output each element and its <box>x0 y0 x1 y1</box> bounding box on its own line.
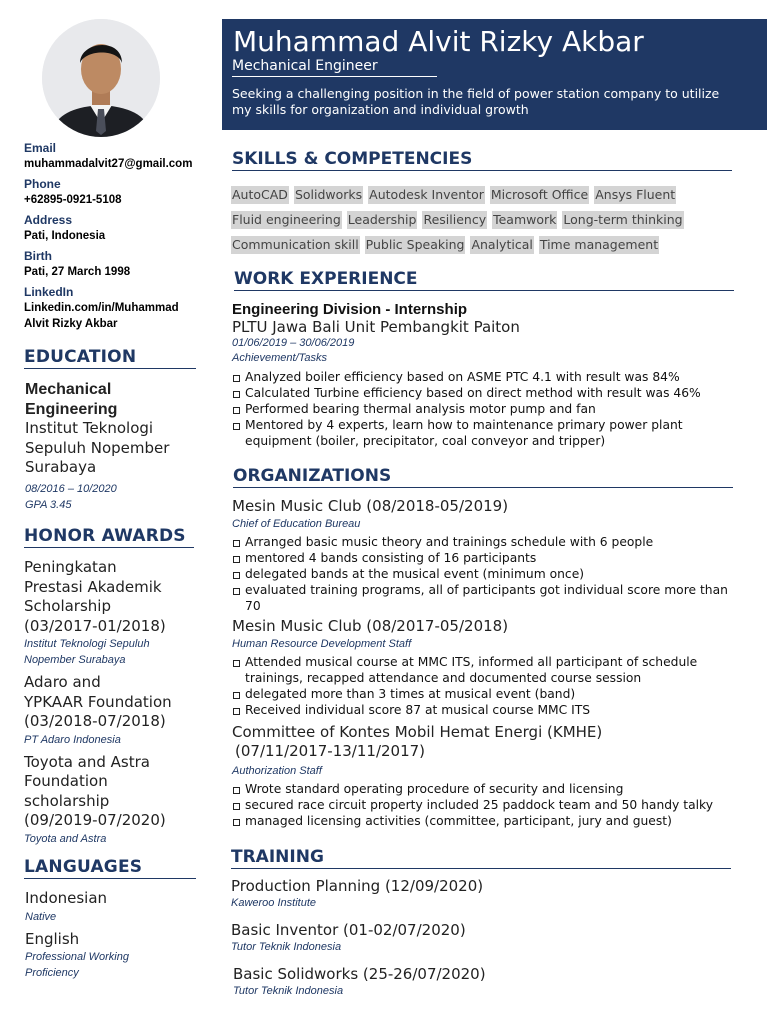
training-provider: Kaweroo Institute <box>231 897 316 909</box>
address-value: Pati, Indonesia <box>24 230 106 242</box>
honor-awards-heading: HONOR AWARDS <box>24 526 194 548</box>
honor-title-line: Foundation <box>24 772 108 790</box>
skill-chip: Time management <box>539 237 659 252</box>
organization-bullets <box>232 781 732 829</box>
honor-dates: (03/2018-07/2018) <box>24 712 166 730</box>
skill-chip: AutoCAD <box>232 187 288 202</box>
school-line-2: Sepuluh Nopember <box>25 438 170 457</box>
skills-row <box>231 184 741 209</box>
training-title: Production Planning (12/09/2020) <box>231 877 484 895</box>
organization-bullets <box>232 654 732 718</box>
degree-line-1: Mechanical <box>25 381 112 398</box>
training-title: Basic Solidworks (25-26/07/2020) <box>233 965 486 983</box>
linkedin-value-line-1[interactable]: Linkedin.com/in/Muhammad <box>24 302 179 314</box>
honor-title-line: Scholarship <box>24 597 111 615</box>
organization-title: Mesin Music Club (08/2018-05/2019) <box>232 497 509 515</box>
phone-value: +62895-0921-5108 <box>24 194 122 206</box>
honor-title-line: YPKAAR Foundation <box>24 692 172 711</box>
skill-chip: Ansys Fluent <box>595 187 676 202</box>
languages-heading: LANGUAGES <box>24 857 196 879</box>
list-item: mentored 4 bands consisting of 16 participants <box>232 550 732 566</box>
candidate-name: Muhammad Alvit Rizky Akbar <box>233 25 644 58</box>
skill-chip: Microsoft Office <box>490 187 589 202</box>
organizations-heading: ORGANIZATIONS <box>233 466 733 488</box>
organization-entry <box>232 723 737 829</box>
skill-chip: Solidworks <box>294 187 363 202</box>
list-item: Received individual score 87 at musical course MMC ITS <box>232 702 732 718</box>
organization-entry <box>232 617 737 718</box>
birth-value: Pati, 27 March 1998 <box>24 266 131 278</box>
skill-chip: Resiliency <box>423 212 487 227</box>
organization-role: Human Resource Development Staff <box>232 638 412 650</box>
skills-heading: SKILLS & COMPETENCIES <box>232 149 732 171</box>
linkedin-value-line-2[interactable]: Alvit Rizky Akbar <box>24 318 118 330</box>
organization-entry <box>232 497 737 614</box>
organizations-list <box>232 497 737 829</box>
honor-awards-list <box>24 558 214 847</box>
language-name: Indonesian <box>25 889 108 907</box>
language-name: English <box>25 929 80 948</box>
training-list <box>231 877 736 999</box>
honor-issuer: Toyota and Astra <box>24 832 107 845</box>
profile-photo <box>42 19 160 137</box>
email-value[interactable]: muhammadalvit27@gmail.com <box>24 158 193 170</box>
list-item: Attended musical course at MMC ITS, informed all participant of schedule trainings, recapped attendance and documented course session <box>232 654 732 686</box>
skills-row <box>231 234 741 259</box>
organization-bullets <box>232 534 732 614</box>
list-item: Performed bearing thermal analysis motor pump and fan <box>232 401 732 417</box>
school-line-1: Institut Teknologi <box>25 419 154 437</box>
languages-list <box>25 889 215 981</box>
honor-item <box>24 673 214 748</box>
education-block <box>25 380 215 513</box>
work-entry <box>232 301 737 449</box>
education-heading: EDUCATION <box>24 347 196 369</box>
job-company: PLTU Jawa Bali Unit Pembangkit Paiton <box>232 318 520 336</box>
training-provider: Tutor Teknik Indonesia <box>233 985 344 997</box>
skill-chip: Fluid engineering <box>232 212 341 227</box>
list-item: Arranged basic music theory and trainings schedule with 6 people <box>232 534 732 550</box>
job-bullets <box>232 369 732 449</box>
list-item: Calculated Turbine efficiency based on direct method with result was 46% <box>232 385 732 401</box>
list-item: delegated more than 3 times at musical event (band) <box>232 686 732 702</box>
organization-role: Authorization Staff <box>232 765 322 777</box>
honor-title-line: Adaro and <box>24 673 101 691</box>
career-summary: Seeking a challenging position in the field of power station company to utilize my skills for organization and individual growth <box>232 86 720 117</box>
degree-line-2: Engineering <box>25 400 118 418</box>
list-item: Mentored by 4 experts, learn how to maintenance primary power plant equipment (boiler, precipitator, coal conveyor and tripper) <box>232 417 732 449</box>
honor-issuer: Institut Teknologi Sepuluh <box>24 638 150 650</box>
education-gpa: GPA 3.45 <box>25 498 72 511</box>
language-level: Professional Working <box>25 951 129 963</box>
honor-title-line: Peningkatan <box>24 558 117 576</box>
organization-title: Committee of Kontes Mobil Hemat Energi (KMHE) <box>232 723 603 741</box>
training-title: Basic Inventor (01-02/07/2020) <box>231 921 466 939</box>
honor-issuer: PT Adaro Indonesia <box>24 733 121 746</box>
list-item: managed licensing activities (committee, participant, jury and guest) <box>232 813 732 829</box>
list-item: secured race circuit property included 25 paddock team and 50 handy talky <box>232 797 732 813</box>
email-label: Email <box>24 141 57 155</box>
language-level: Proficiency <box>25 967 79 979</box>
contact-block <box>24 137 219 332</box>
honor-dates: (09/2019-07/2020) <box>24 811 166 829</box>
skill-chip: Public Speaking <box>365 237 465 252</box>
candidate-role: Mechanical Engineer <box>232 58 437 77</box>
skill-chip: Teamwork <box>493 212 557 227</box>
list-item: Wrote standard operating procedure of security and licensing <box>232 781 732 797</box>
organization-role: Chief of Education Bureau <box>232 518 361 530</box>
skill-chip: Leadership <box>347 212 417 227</box>
list-item: Analyzed boiler efficiency based on ASME PTC 4.1 with result was 84% <box>232 369 732 385</box>
list-item: evaluated training programs, all of participants got individual score more than 70 <box>232 582 732 614</box>
school-line-3: Surabaya <box>25 458 97 476</box>
language-level: Native <box>25 910 57 923</box>
honor-title-line: Toyota and Astra <box>24 752 150 771</box>
list-item: delegated bands at the musical event (minimum once) <box>232 566 732 582</box>
skills-chips <box>231 184 741 259</box>
training-provider: Tutor Teknik Indonesia <box>231 941 342 953</box>
person-portrait-icon <box>42 19 160 137</box>
work-experience-heading: WORK EXPERIENCE <box>234 269 734 291</box>
honor-dates: (03/2017-01/2018) <box>24 616 166 635</box>
phone-label: Phone <box>24 177 61 191</box>
education-dates: 08/2016 – 10/2020 <box>25 482 117 495</box>
honor-title-line: Prestasi Akademik <box>24 577 162 596</box>
skill-chip: Autodesk Inventor <box>369 187 484 202</box>
honor-title-line: scholarship <box>24 791 110 810</box>
skill-chip: Analytical <box>471 237 533 252</box>
job-subheading: Achievement/Tasks <box>232 352 327 364</box>
organization-dates: (07/11/2017-13/11/2017) <box>235 742 426 760</box>
honor-item <box>24 753 214 847</box>
birth-label: Birth <box>24 249 52 263</box>
honor-item <box>24 558 214 668</box>
job-dates: 01/06/2019 – 30/06/2019 <box>232 337 355 349</box>
skills-row <box>231 209 741 234</box>
honor-issuer: Nopember Surabaya <box>24 654 126 666</box>
skill-chip: Communication skill <box>232 237 359 252</box>
training-heading: TRAINING <box>231 847 731 869</box>
job-title: Engineering Division - Internship <box>232 301 468 318</box>
linkedin-label: LinkedIn <box>24 285 74 299</box>
skill-chip: Long-term thinking <box>563 212 683 227</box>
organization-title: Mesin Music Club (08/2017-05/2018) <box>232 617 509 635</box>
address-label: Address <box>24 213 73 227</box>
